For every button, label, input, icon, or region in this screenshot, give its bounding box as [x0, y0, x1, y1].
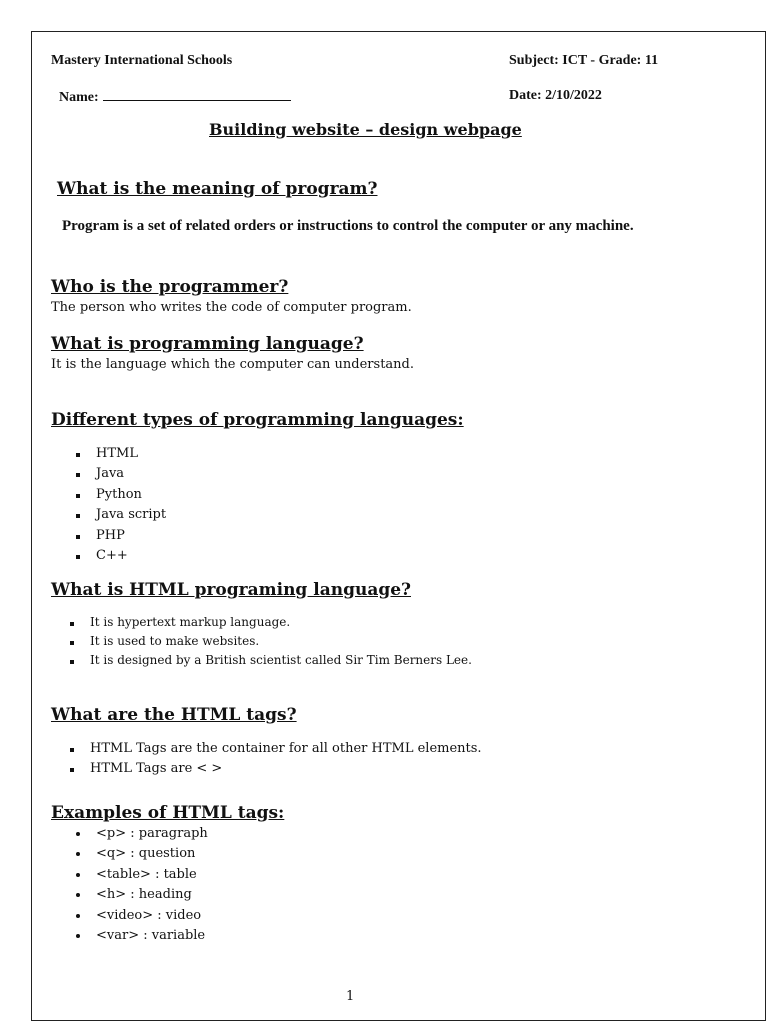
list-item: It is used to make websites.	[68, 632, 472, 651]
list-item: PHP	[74, 526, 166, 546]
heading-language: What is programming language?	[51, 334, 364, 354]
name-line	[59, 88, 291, 106]
tags-list	[68, 739, 482, 780]
list-item: It is designed by a British scientist called Sir Tim Berners Lee.	[68, 651, 472, 670]
list-item: <q> : question	[74, 844, 208, 864]
list-item: HTML Tags are < >	[68, 759, 482, 779]
list-item: <video> : video	[74, 906, 208, 926]
page-title: Building website – design webpage	[209, 120, 522, 139]
page-number: 1	[346, 989, 355, 1004]
heading-programmer: Who is the programmer?	[51, 277, 289, 297]
html-list	[68, 613, 472, 670]
list-item: <table> : table	[74, 865, 208, 885]
date: Date: 2/10/2022	[509, 88, 602, 103]
heading-program: What is the meaning of program?	[57, 179, 378, 199]
heading-tags: What are the HTML tags?	[51, 705, 297, 725]
list-item: <h> : heading	[74, 885, 208, 905]
examples-list	[74, 824, 208, 946]
subject-grade: Subject: ICT - Grade: 11	[509, 53, 659, 68]
program-definition: Program is a set of related orders or instructions to control the computer or any machine.	[62, 218, 634, 234]
list-item: <var> : variable	[74, 926, 208, 946]
list-item: HTML Tags are the container for all other HTML elements.	[68, 739, 482, 759]
name-blank	[103, 88, 291, 101]
name-label: Name:	[59, 90, 99, 105]
heading-examples: Examples of HTML tags:	[51, 803, 285, 823]
list-item: <p> : paragraph	[74, 824, 208, 844]
list-item: Java	[74, 464, 166, 484]
language-definition: It is the language which the computer can understand.	[51, 357, 414, 372]
list-item: HTML	[74, 444, 166, 464]
heading-types: Different types of programming languages:	[51, 410, 464, 430]
school-name: Mastery International Schools	[51, 53, 233, 68]
types-list	[74, 444, 166, 566]
heading-html: What is HTML programing language?	[51, 580, 411, 600]
list-item: Java script	[74, 505, 166, 525]
programmer-definition: The person who writes the code of computer program.	[51, 300, 412, 315]
list-item: C++	[74, 546, 166, 566]
list-item: It is hypertext markup language.	[68, 613, 472, 632]
list-item: Python	[74, 485, 166, 505]
